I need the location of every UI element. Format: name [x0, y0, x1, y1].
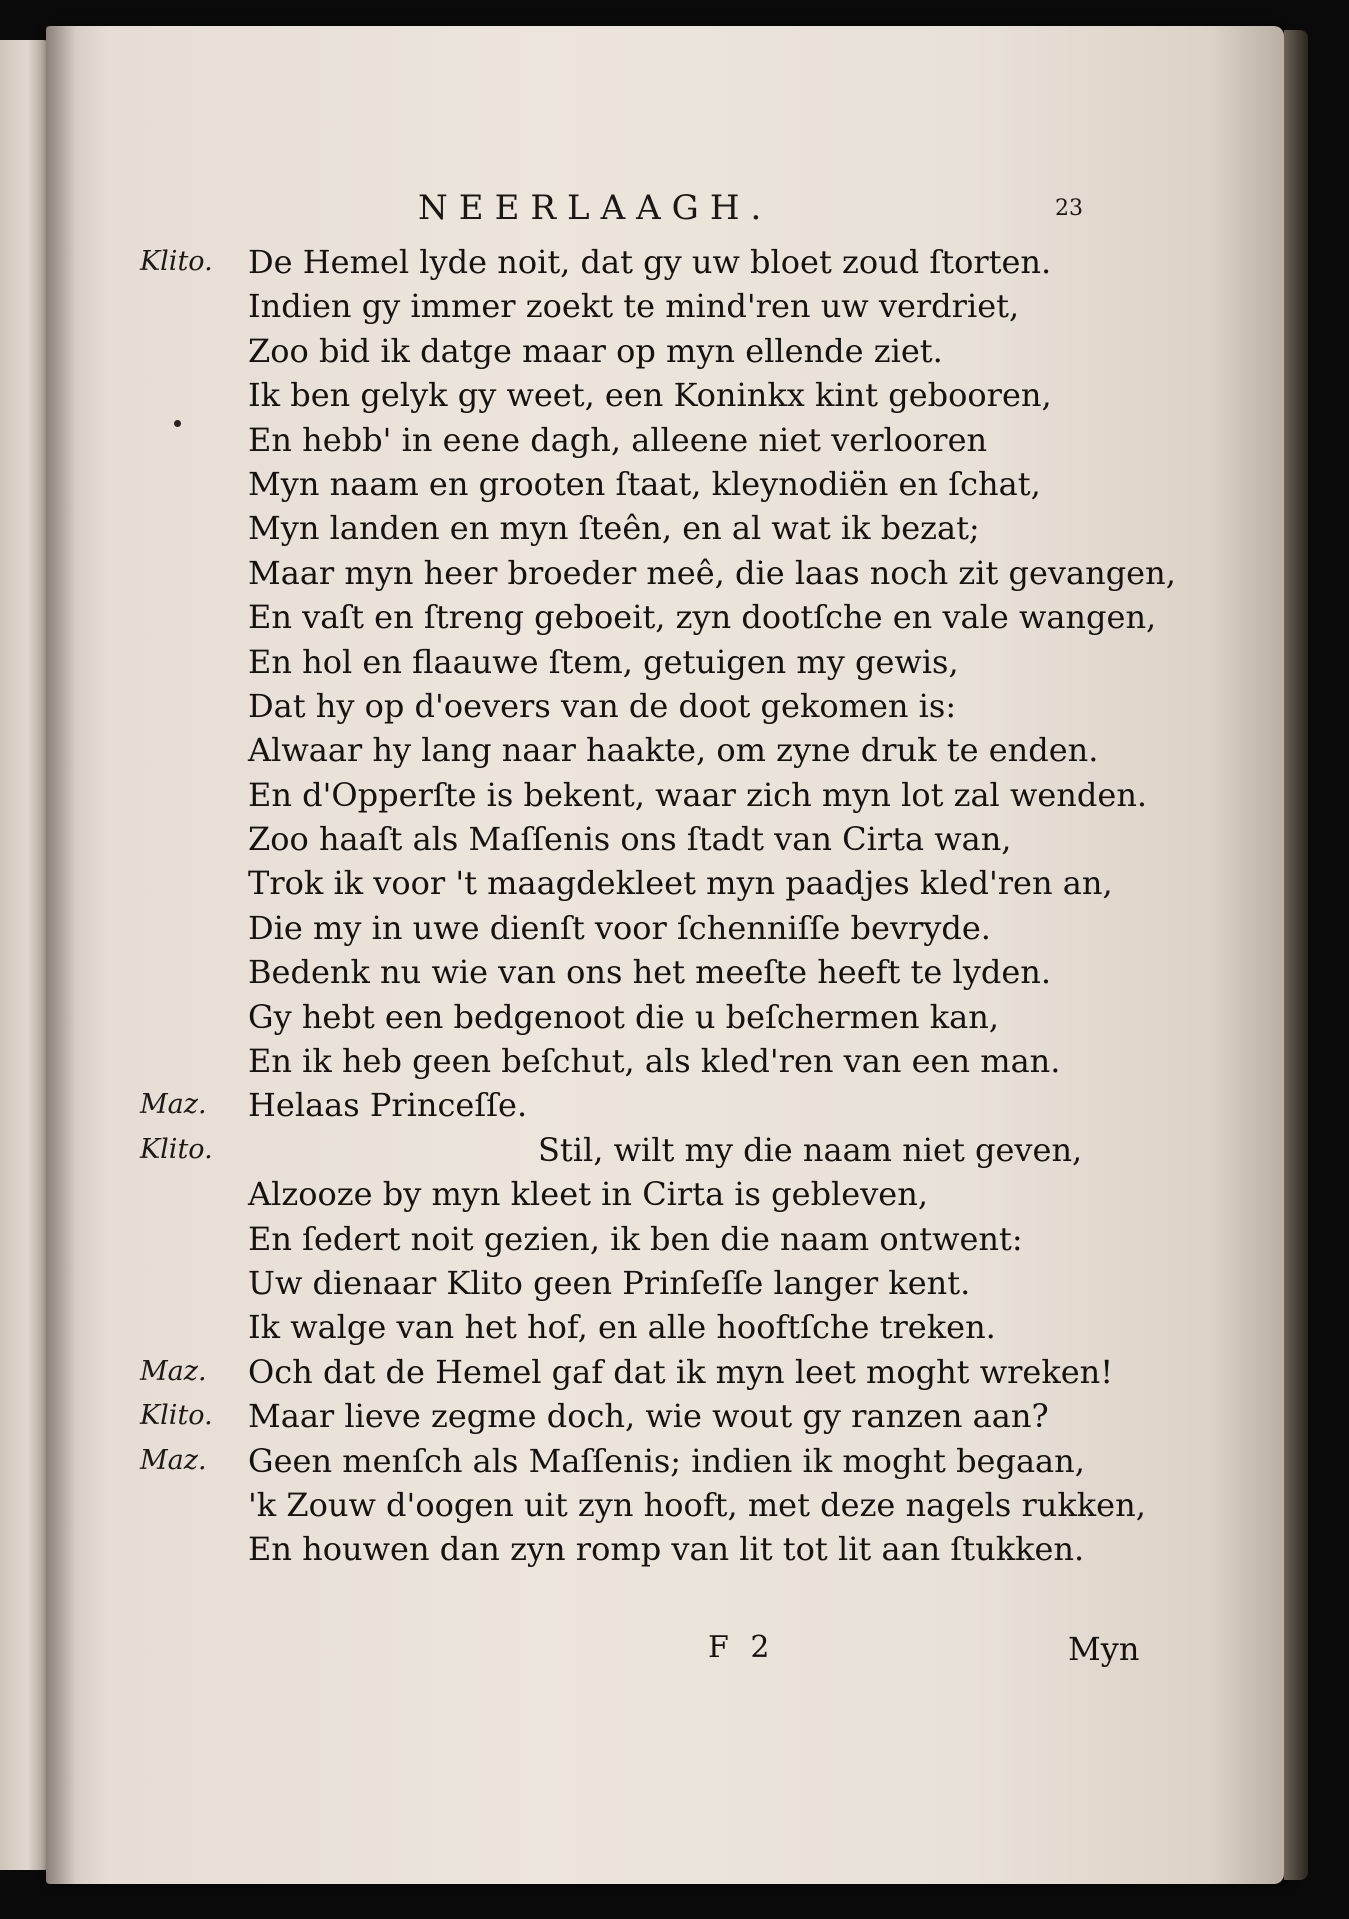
verse-text: Maar myn heer broeder meê, die laas noch zit gevangen, — [248, 553, 1176, 592]
verse-block — [0, 240, 1349, 1572]
verse-text: Indien gy immer zoekt te mind'ren uw verdriet, — [248, 287, 1020, 326]
verse-line — [0, 773, 1349, 817]
speaker-name: Klito. — [140, 1133, 213, 1165]
page-title: NEERLAAGH. — [418, 188, 773, 228]
verse-line — [0, 1350, 1349, 1394]
verse-line — [0, 595, 1349, 639]
verse-text: En hol en flaauwe ſtem, getuigen my gewis, — [248, 642, 959, 681]
verse-line — [0, 861, 1349, 905]
verse-text: Bedenk nu wie van ons het meeſte heeft te lyden. — [248, 953, 1052, 992]
verse-text: Myn landen en myn ſteên, en al wat ik bezat; — [248, 509, 980, 548]
page-number: 23 — [1055, 196, 1083, 221]
speaker-name: Klito. — [140, 1400, 213, 1432]
signature-mark: F 2 — [708, 1630, 776, 1665]
verse-text: Alwaar hy lang naar haakte, om zyne druk te enden. — [248, 731, 1099, 770]
verse-text: Alzooze by myn kleet in Cirta is gebleven, — [248, 1175, 929, 1214]
catchword: Myn — [1068, 1630, 1140, 1668]
verse-line — [0, 817, 1349, 861]
verse-text: Gy hebt een bedgenoot die u beſchermen kan, — [248, 997, 999, 1036]
verse-line — [0, 684, 1349, 728]
verse-line — [0, 1305, 1349, 1349]
verse-line — [0, 1261, 1349, 1305]
verse-text: Geen menſch als Maſſenis; indien ik moght begaan, — [248, 1441, 1085, 1480]
verse-line — [0, 1217, 1349, 1261]
verse-line — [0, 418, 1349, 462]
verse-text: Ik walge van het hof, en alle hooftſche treken. — [248, 1308, 996, 1347]
speaker-name: Maz. — [140, 1089, 207, 1121]
verse-line — [0, 906, 1349, 950]
verse-line — [0, 329, 1349, 373]
verse-line — [0, 1439, 1349, 1483]
page-footer — [0, 1630, 1349, 1674]
verse-text: En vaſt en ſtreng geboeit, zyn dootſche en vale wangen, — [248, 598, 1157, 637]
verse-text: Die my in uwe dienſt voor ſchenniſſe bevryde. — [248, 908, 991, 947]
verse-line — [0, 1083, 1349, 1127]
verse-text: Zoo haaſt als Maſſenis ons ſtadt van Cirta wan, — [248, 820, 1012, 859]
verse-line — [0, 1527, 1349, 1571]
verse-line — [0, 995, 1349, 1039]
verse-line — [0, 551, 1349, 595]
verse-text: En houwen dan zyn romp van lit tot lit aan ſtukken. — [248, 1530, 1085, 1569]
speaker-name: Maz. — [140, 1444, 207, 1476]
verse-text: Uw dienaar Klito geen Prinſeſſe langer kent. — [248, 1263, 971, 1302]
running-head — [0, 188, 1349, 232]
verse-text: En ik heb geen beſchut, als kled'ren van een man. — [248, 1042, 1061, 1081]
speaker-name: Klito. — [140, 246, 213, 277]
verse-line — [0, 373, 1349, 417]
verse-line — [0, 284, 1349, 328]
verse-line — [0, 462, 1349, 506]
verse-text: Stil, wilt my die naam niet geven, — [538, 1130, 1083, 1169]
verse-text: 'k Zouw d'oogen uit zyn hooft, met deze nagels rukken, — [248, 1485, 1146, 1524]
verse-line — [0, 640, 1349, 684]
verse-text: Zoo bid ik datge maar op myn ellende ziet. — [248, 331, 943, 370]
verse-text: En d'Opperſte is bekent, waar zich myn lot zal wenden. — [248, 775, 1148, 814]
speaker-name: Maz. — [140, 1355, 207, 1387]
verse-text: Maar lieve zegme doch, wie wout gy ranzen aan? — [248, 1397, 1049, 1436]
verse-text: En hebb' in eene dagh, alleene niet verlooren — [248, 420, 988, 459]
verse-line — [0, 506, 1349, 550]
verse-text: En ſedert noit gezien, ik ben die naam ontwent: — [248, 1219, 1023, 1258]
verse-line — [0, 728, 1349, 772]
verse-line — [0, 240, 1349, 284]
verse-text: Och dat de Hemel gaf dat ik myn leet moght wreken! — [248, 1352, 1114, 1391]
verse-text: De Hemel lyde noit, dat gy uw bloet zoud ſtorten. — [248, 243, 1052, 281]
verse-line — [0, 1394, 1349, 1438]
verse-line — [0, 950, 1349, 994]
verse-text: Dat hy op d'oevers van de doot gekomen is: — [248, 686, 957, 725]
verse-line — [0, 1128, 1349, 1172]
verse-text: Myn naam en grooten ſtaat, kleynodiën en ſchat, — [248, 464, 1041, 503]
verse-line — [0, 1172, 1349, 1216]
verse-text: Ik ben gelyk gy weet, een Koninkx kint gebooren, — [248, 376, 1052, 415]
verse-line — [0, 1039, 1349, 1083]
verse-text: Helaas Princeſſe. — [248, 1086, 528, 1125]
verse-line — [0, 1483, 1349, 1527]
verse-text: Trok ik voor 't maagdekleet myn paadjes kled'ren an, — [248, 864, 1113, 903]
